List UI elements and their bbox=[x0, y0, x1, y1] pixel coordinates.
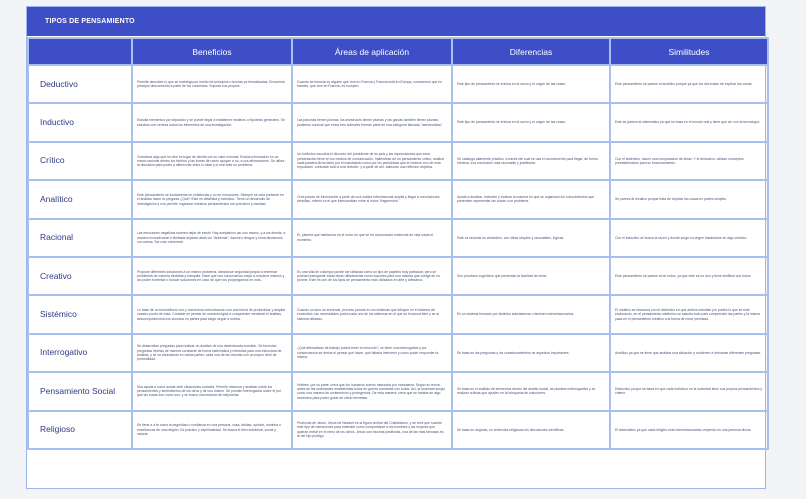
row-type-label: Pensamiento Social bbox=[28, 372, 132, 410]
row-type-label: Inductivo bbox=[28, 103, 132, 141]
table-row bbox=[28, 219, 768, 257]
row-type-label: Sistémico bbox=[28, 295, 132, 333]
beneficios-cell: Permite descubrir lo que se investiga por medio de principios o teorías ya formalizadas. Encuentra principio desconocido a partir de los conocidos. Soporta sus propios. bbox=[132, 65, 292, 103]
diferencias-cell: Son procesos cognitivos que presentan la facultad de crear. bbox=[452, 257, 610, 295]
table-row bbox=[28, 411, 768, 449]
diferencias-cell: Se cataloga altamente práctico, a través del cual se usa el conocimiento para llegar, de forma efectiva, a la conclusión más razonable y justificada. bbox=[452, 142, 610, 180]
areas-cell: ¿Qué alternativas de trabajo podría tener si renunció?, se tiene una interrogativa y por consecuencia se deriva el pensar qué hacer, qué faltaría intervenir y como poder responder la misma. bbox=[292, 334, 452, 372]
areas-cell: Hobbes, por su parte, creía que los humanos somos malvados por naturaleza. Según su teoría, antes de las sociedades establecidas todos en guerra constante con todos. Así, la sociedad surgió como una manera de contenernos y protegernos. De esta manera, creía que se trataba de algo necesario para poder gozar de cierto bienestar. bbox=[292, 372, 452, 410]
beneficios-cell: Lo base de un isomorfismo con y una buena comunicación con una forma de profundizar y ampliar nuestro punto de vista. Consiste en pensar de manera lógica a comprender mediante el análisis, descomponiendolo los sucesos en partes para luego seguir a unirlos. bbox=[132, 295, 292, 333]
similitudes-cell: Se parece al creativo porque trata de explicar las cosas en partes simples. bbox=[610, 180, 768, 218]
table-row bbox=[28, 295, 768, 333]
table-row bbox=[28, 142, 768, 180]
header-diferencias: Diferencias bbox=[452, 38, 610, 65]
table-row bbox=[28, 65, 768, 103]
similitudes-cell: Este pensamiento se parece al de todos, ya que este es un don y tiene similitud con todos. bbox=[610, 257, 768, 295]
table-row bbox=[28, 103, 768, 141]
beneficios-cell: Las emociones negativas mueren dejar de existir. Hay aceptación así uno mismo, y a los demás, a manera incondicional e ilimitada dejando atrás los "deberías". Asumen riesgos y toma decisiones con calma. Ser más coherente. bbox=[132, 219, 292, 257]
areas-cell: Es una silla de columpio puede ser utilizada como un tipo de papelito muy particular, pero se podrían transgredir estas ideas utilizándolas como soportes para una maceta que cuelga de un porche. Este es uno de los tipos de pensamiento más utilizados en arte y artesanía. bbox=[292, 257, 452, 295]
row-type-label: Interrogativo bbox=[28, 334, 132, 372]
areas-cell: El, planeta que habitamos es el único en que se ha comunicado evidencia de vida hasta el momento. bbox=[292, 219, 452, 257]
table-row bbox=[28, 180, 768, 218]
diferencias-cell: Este tipo de pensamiento se enfoca en la razón y el origen de las cosas. bbox=[452, 65, 610, 103]
row-type-label: Analítico bbox=[28, 180, 132, 218]
areas-cell: Las palomas tienen plumas; los avestruces tienen plumas y las garzas también tienen plumas; podemos concluir que estos tres animales forman parte de una categoría llamada "avestruzidas". bbox=[292, 103, 452, 141]
diferencias-cell: Es un sistema formado por distintos subsistemas o factores interrelacionados. bbox=[452, 295, 610, 333]
similitudes-cell: Este se parece al sistemático ya que se basa en el mundo real y tiene que ver con la tecnología. bbox=[610, 103, 768, 141]
similitudes-cell: Con el inductivo se busca la razón y donde surge su origen basándose en algo verídico. bbox=[610, 219, 768, 257]
areas-cell: Profecías de Jesús, Jesús de Nazaret es la figura central del Cristianismo, y se cree que sucede este tipo de narraciones para entender como comprobarse a los hombres y las mujeres que quieran entrar en el reino de los cielos. Jesús son muchas parábolas, una de las más famosas es la del hijo pródigo. bbox=[292, 411, 452, 449]
header-row bbox=[28, 38, 768, 65]
table-row bbox=[28, 257, 768, 295]
row-type-label: Deductivo bbox=[28, 65, 132, 103]
beneficios-cell: Se desarrollan preguntas para realizar un análisis de una determinada cuestión. Se formulan preguntas hechas de manera constante de forma sistemática y metódica para una estructura de análisis, y se va ahondando en varias partes, cada una de las mismas con un mayor nivel de profundidad. bbox=[132, 334, 292, 372]
areas-cell: Crea piezas de información a partir de una unidad informacional amplia y llegar a conclusiones sencillas, mismo en el que intercambian entre sí estos "fragmentos". bbox=[292, 180, 452, 218]
diferencias-cell: Se basa en las preguntas y los cuestionamientos de aspectos importantes. bbox=[452, 334, 610, 372]
row-type-label: Creativo bbox=[28, 257, 132, 295]
areas-cell: Un individuo escucha el discurso del presidente de su país y las repercusiones que esos presentación tiene en los medios de comunicación. Valiéndose de un pensamiento crítico, analiza cada palabra dicha tanto por el mandatario como por los periodistas que le hicieron eco de esta exposición, contraste todo a una revisión, y a partir de ahí, elaboran una reflexión objetiva. bbox=[292, 142, 452, 180]
header-beneficios: Beneficios bbox=[132, 38, 292, 65]
diferencias-cell: Este tipo de pensamiento se enfoca en la razón y el origen de las cosas. bbox=[452, 103, 610, 141]
header-similitudes: Similitudes bbox=[610, 38, 768, 65]
diferencias-cell: Se basa en dogmas, en creencias religiosas sin discusiones científicas. bbox=[452, 411, 610, 449]
header-empty bbox=[28, 38, 132, 65]
similitudes-cell: El creativo se relaciona con el sistémico en que ambos estudian por partes lo que se está explorando, en el pensamiento sistémico se estudia todo para comprender las partes y la misma pasa en el pensamiento creativo a la forma de mirar premisas. bbox=[610, 295, 768, 333]
beneficios-cell: Este pensamiento se fundamenta en evidencias y no en emociones. Siempre se está presente en el análisis hacer la pregunta ¿Qué? Este es detallista y metódico. Tiene un desarrollo de investigación y nos permite organizar nuestros pensamientos con precisión y claridad. bbox=[132, 180, 292, 218]
row-type-label: Crítico bbox=[28, 142, 132, 180]
diferencias-cell: Se basa en el análisis de elementos dentro del ámbito social, se plantean interrogantes y se realizan críticas que ayuden en la búsqueda de soluciones. bbox=[452, 372, 610, 410]
similitudes-cell: Analítico ya que se tiene que analizar una situación y contienen a derivarse diferentes preguntas. bbox=[610, 334, 768, 372]
table-row bbox=[28, 372, 768, 410]
areas-cell: Cuando un auto se enciende, proceso pensar en los sistemas que influyen en el sistema de encendido, las necesidades podrá cada uno de los sistemas en el que su funciona bien y se al sistema utilizado. bbox=[292, 295, 452, 333]
areas-cell: Cuando se formula es alguien que vive en Francia y Francia está en Europa, conocemos que es francés, que vive en Francia, es europeo. bbox=[292, 65, 452, 103]
similitudes-cell: Deductivo ya que se basa en que cada individuo en la sociedad tiene sus propios pensamientos y criterio. bbox=[610, 372, 768, 410]
table-title: TIPOS DE PENSAMIENTO bbox=[27, 7, 765, 37]
similitudes-cell: Este pensamiento se parece al analítico porque ya que los dos tratan de explicar las cosas. bbox=[610, 65, 768, 103]
diferencias-cell: Ayuda a analizar, entender y evaluar la manera en que se organizan los conocimientos que pretenden representar las cosas o un problema. bbox=[452, 180, 610, 218]
row-type-label: Racional bbox=[28, 219, 132, 257]
beneficios-cell: Se tiene a a fe como la seguridad o confianza en una persona, cosa, deidad, opinión, doctrina o enseñanzas de una religión. Es práctico y espiritualidad. Se busca el bien individual, social y natural. bbox=[132, 411, 292, 449]
beneficios-cell: Propone diferentes soluciones a un mismo problema, ideandose seguridad propia a enfrentar problemas de manera decidida y tranquila. Hace que nos conozcamos mejor a nosotros mismos y así poder fomentar o buscar soluciones en caso de que nos propongamos en más. bbox=[132, 257, 292, 295]
table-row bbox=[28, 334, 768, 372]
thinking-types-table bbox=[27, 37, 769, 450]
beneficios-cell: Nos ayuda a cómo actuar ante situaciones sociales. Permite observar y analizar sobre los pensamientos y sentimientos de los otros y de uno mismo. Se pueden interrogados sobre el por qué las cosas son como son, y se busca una manera de mejorarlas. bbox=[132, 372, 292, 410]
diferencias-cell: Este es racional es verdadero, con ideas simples y razonables, lógicas. bbox=[452, 219, 610, 257]
beneficios-cell: Cuestiona algo que se dice en lugar de decidir por su valor nominal. Evalúa información en un marco racional dentro los hechos y las líneas de razón apoyan a no, a sus afirmaciones. Se utiliza la discusión para poder a diferenciar entre lo ideal y lo real ante un problema. bbox=[132, 142, 292, 180]
row-type-label: Religioso bbox=[28, 411, 132, 449]
similitudes-cell: El sistemático ya que cada religión esta interrelacionadas creyendo en una persona divina. bbox=[610, 411, 768, 449]
beneficios-cell: Estudia elementos por separado y se puede llegar a establecer modelos o hipótesis generales. Se estudian con certeza todos los elementos de una investigación. bbox=[132, 103, 292, 141]
thinking-types-table-card bbox=[26, 6, 766, 489]
similitudes-cell: Con el sistémico, hacen una comparación de ideas. Y el deductivo, utilizan conceptos preestablecidos para su funcionamiento. bbox=[610, 142, 768, 180]
header-areas: Áreas de aplicación bbox=[292, 38, 452, 65]
